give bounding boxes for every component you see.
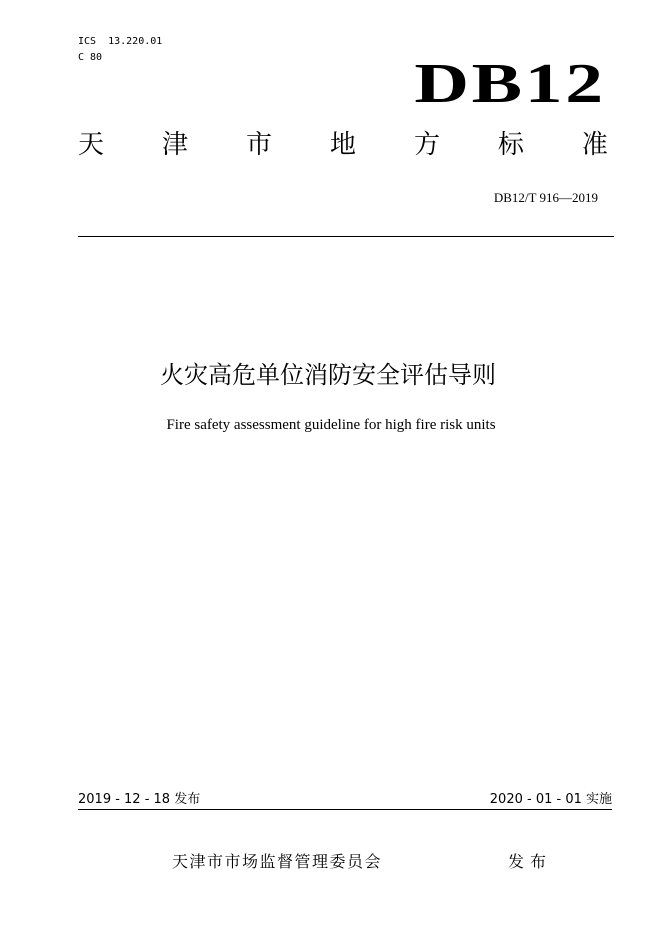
- standard-type-char: 地: [329, 130, 356, 160]
- standard-type-char: 方: [413, 130, 440, 160]
- standard-type-char: 市: [245, 130, 272, 160]
- footer-divider: [78, 809, 612, 810]
- db-logo: DB12: [414, 53, 606, 115]
- standard-type-char: 津: [161, 130, 188, 160]
- document-title-chinese: 火灾高危单位消防安全评估导则: [160, 361, 496, 389]
- standard-type-heading: [78, 128, 608, 162]
- standard-number: DB12/T 916—2019: [493, 190, 598, 205]
- ics-code: ICS 13.220.01: [78, 36, 163, 47]
- publish-label: 发布: [508, 852, 553, 871]
- standard-type-char: 标: [497, 130, 524, 160]
- implementation-date: 2020 - 01 - 01 实施: [489, 792, 612, 807]
- standard-type-char: 天: [78, 130, 105, 160]
- header-divider: [78, 236, 614, 237]
- publisher-name: 天津市市场监督管理委员会: [172, 852, 383, 871]
- standard-type-char: 准: [581, 130, 608, 160]
- issue-date: 2019 - 12 - 18 发布: [78, 792, 201, 807]
- document-title-english: Fire safety assessment guideline for high fire risk units: [166, 417, 496, 433]
- ccs-code: C 80: [78, 52, 103, 63]
